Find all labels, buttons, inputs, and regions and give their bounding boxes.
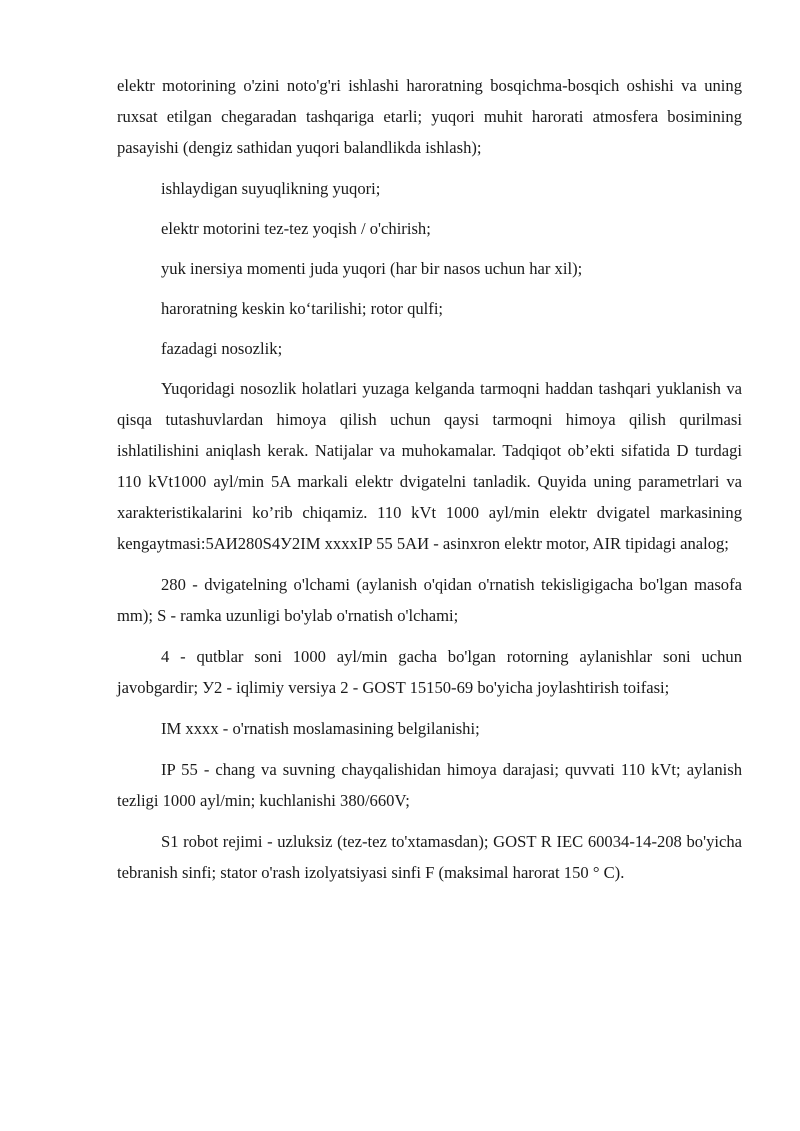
list-item-phase-fault: fazadagi nosozlik; <box>161 339 283 358</box>
paragraph-protection-power: IP 55 - chang va suvning chayqalishidan himoya darajasi; quvvati 110 kVt; aylanish tezligi 1000 ayl/min; kuchlanishi 380/660V; <box>117 760 742 810</box>
list-item-frequent-switching: elektr motorini tez-tez yoqish / o'chirish; <box>161 219 431 238</box>
list-item-inertia-moment: yuk inersiya momenti juda yuqori (har bir nasos uchun har xil); <box>161 259 583 278</box>
paragraph-mounting: IM xxxx - o'rnatish moslamasining belgilanishi; <box>161 719 480 738</box>
list-item-working-fluid: ishlaydigan suyuqlikning yuqori; <box>161 179 381 198</box>
paragraph-protection-research: Yuqoridagi nosozlik holatlari yuzaga kelganda tarmoqni haddan tashqari yuklanish va qisqa tutashuvlardan himoya qilish uchun qaysi tarmoqni himoya qilish qurilmasi ishlatilishini aniqlash kerak. Natijalar va muhokamalar. Tadqiqot ob’ekti sifatida D turdagi 110 kVt1000 ayl/min 5A markali elektr dvigatelni tanladik. Quyida uning parametrlari va xarakteristikalarini ko’rib chiqamiz. 110 kVt 1000 ayl/min elektr dvigatel markasining kengaytmasi:5АИ280S4У2IM xxxxIP 55 5АИ - asinxron elektr motor, AIR tipidagi analog; <box>117 379 742 553</box>
document-body <box>117 70 742 898</box>
list-item-temperature-rise: haroratning keskin ko‘tarilishi; rotor qulfi; <box>161 299 444 318</box>
paragraph-motor-malfunction: elektr motorining o'zini noto'g'ri ishlashi haroratning bosqichma-bosqich oshishi va uning ruxsat etilgan chegaradan tashqariga etarli; yuqori muhit harorati atmosfera bosimining pasayishi (dengiz sathidan yuqori balandlikda ishlash); <box>117 76 742 157</box>
paragraph-operating-mode: S1 robot rejimi - uzluksiz (tez-tez to'xtamasdan); GOST R IEC 60034-14-208 bo'yicha tebranish sinfi; stator o'rash izolyatsiyasi sinfi F (maksimal harorat 150 ° C). <box>117 832 742 882</box>
paragraph-poles-climate: 4 - qutblar soni 1000 ayl/min gacha bo'lgan rotorning aylanishlar soni uchun javobgardir; У2 - iqlimiy versiya 2 - GOST 15150-69 bo'yicha joylashtirish toifasi; <box>117 647 742 697</box>
paragraph-motor-size: 280 - dvigatelning o'lchami (aylanish o'qidan o'rnatish tekisligigacha bo'lgan masofa mm); S - ramka uzunligi bo'ylab o'rnatish o'lchami; <box>117 575 742 625</box>
